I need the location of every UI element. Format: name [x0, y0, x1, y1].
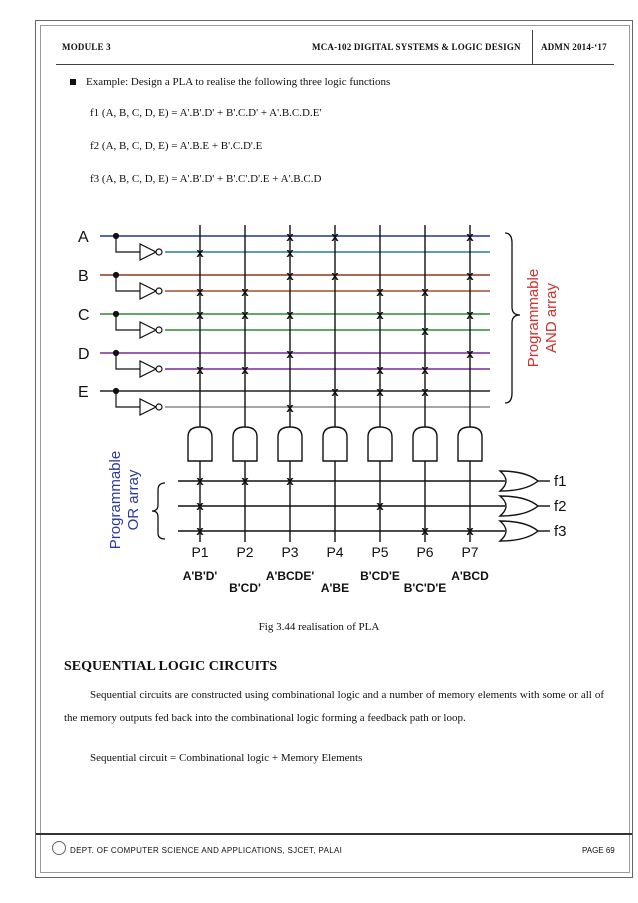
- figure-caption: Fig 3.44 realisation of PLA: [258, 621, 380, 633]
- svg-text:x: x: [196, 284, 204, 299]
- product-label-p1: P1: [191, 544, 209, 560]
- svg-text:x: x: [241, 362, 249, 377]
- svg-text:x: x: [421, 384, 429, 399]
- input-label-c: C: [78, 307, 90, 324]
- output-label-f1: f1: [554, 473, 567, 490]
- equation-f2: f2 (A, B, C, D, E) = A'.B.E + B'.C.D'.E: [90, 140, 263, 152]
- svg-text:x: x: [286, 307, 294, 322]
- header-admn: ADMN 2014-‘17: [541, 42, 607, 52]
- product-label-p3: P3: [281, 544, 299, 560]
- svg-text:x: x: [421, 523, 429, 538]
- term-label-p6: B'C'D'E: [403, 581, 447, 595]
- header-module: MODULE 3: [62, 42, 111, 52]
- svg-text:x: x: [196, 498, 204, 513]
- term-label-p1: A'B'D': [182, 569, 218, 583]
- product-label-p4: P4: [326, 544, 344, 560]
- section-paragraph: Sequential circuits are constructed using combinational logic and a number of memory elements with some or all of the memory outputs fed back into the combinational logic forming a feedback path or loop.: [64, 689, 604, 724]
- product-label-p2: P2: [236, 544, 254, 560]
- svg-text:x: x: [196, 523, 204, 538]
- svg-text:x: x: [241, 284, 249, 299]
- or-array-label-1: Programmable: [107, 450, 124, 550]
- input-label-d: D: [78, 346, 90, 363]
- term-label-p2: B'CD': [229, 581, 261, 595]
- svg-text:x: x: [286, 346, 294, 361]
- svg-text:x: x: [466, 268, 474, 283]
- svg-text:x: x: [466, 346, 474, 361]
- section-equation: Sequential circuit = Combinational logic + Memory Elements: [90, 752, 363, 764]
- svg-text:x: x: [376, 498, 384, 513]
- footer-rule: [36, 833, 632, 835]
- header-rule: [56, 64, 614, 65]
- footer-department: DEPT. OF COMPUTER SCIENCE AND APPLICATIONS, SJCET, PALAI: [70, 846, 343, 855]
- svg-text:x: x: [466, 229, 474, 244]
- svg-text:x: x: [331, 229, 339, 244]
- equation-f1: f1 (A, B, C, D, E) = A'.B'.D' + B'.C.D' + A'.B.C.D.E': [90, 107, 322, 119]
- bullet-icon: [70, 79, 76, 85]
- section-heading: SEQUENTIAL LOGIC CIRCUITS: [64, 659, 278, 674]
- term-label-p4: A'BE: [320, 581, 350, 595]
- svg-text:x: x: [376, 384, 384, 399]
- product-label-p7: P7: [461, 544, 479, 560]
- svg-text:x: x: [286, 245, 294, 260]
- svg-text:x: x: [421, 323, 429, 338]
- product-label-p6: P6: [416, 544, 434, 560]
- header-separator: [532, 30, 533, 64]
- equation-f3: f3 (A, B, C, D, E) = A'.B'.D' + B'.C'.D'.E + A'.B.C.D: [90, 173, 322, 185]
- and-array-label-2: AND array: [543, 282, 560, 354]
- term-label-p7: A'BCD: [451, 569, 489, 583]
- output-label-f2: f2: [554, 498, 567, 515]
- or-array-label-2: OR array: [125, 469, 142, 531]
- header-course: MCA-102 DIGITAL SYSTEMS & LOGIC DESIGN: [312, 42, 521, 52]
- product-label-p5: P5: [371, 544, 389, 560]
- input-label-e: E: [78, 384, 89, 401]
- svg-text:x: x: [376, 284, 384, 299]
- svg-text:x: x: [331, 384, 339, 399]
- output-label-f3: f3: [554, 523, 567, 540]
- term-label-p5: B'CD'E: [360, 569, 400, 583]
- footer-page-number: PAGE 69: [582, 846, 615, 855]
- input-label-a: A: [78, 229, 89, 246]
- and-array-label-1: Programmable: [525, 268, 542, 368]
- or-array-brace: [152, 483, 165, 539]
- svg-text:x: x: [331, 268, 339, 283]
- svg-text:x: x: [421, 362, 429, 377]
- example-intro: Example: Design a PLA to realise the following three logic functions: [86, 76, 391, 88]
- svg-text:x: x: [376, 362, 384, 377]
- pla-diagram: [60, 215, 580, 610]
- svg-text:x: x: [241, 307, 249, 322]
- term-label-p3: A'BCDE': [265, 569, 315, 583]
- svg-text:x: x: [196, 362, 204, 377]
- svg-text:x: x: [286, 400, 294, 415]
- svg-text:x: x: [466, 523, 474, 538]
- svg-text:x: x: [286, 268, 294, 283]
- svg-text:x: x: [196, 473, 204, 488]
- svg-text:x: x: [421, 284, 429, 299]
- svg-text:x: x: [286, 473, 294, 488]
- input-label-b: B: [78, 268, 89, 285]
- svg-text:x: x: [376, 307, 384, 322]
- svg-text:x: x: [466, 307, 474, 322]
- svg-text:x: x: [241, 473, 249, 488]
- svg-text:x: x: [196, 245, 204, 260]
- svg-text:x: x: [286, 229, 294, 244]
- svg-text:x: x: [196, 307, 204, 322]
- college-logo-icon: [52, 841, 66, 855]
- and-array-brace: [505, 233, 520, 403]
